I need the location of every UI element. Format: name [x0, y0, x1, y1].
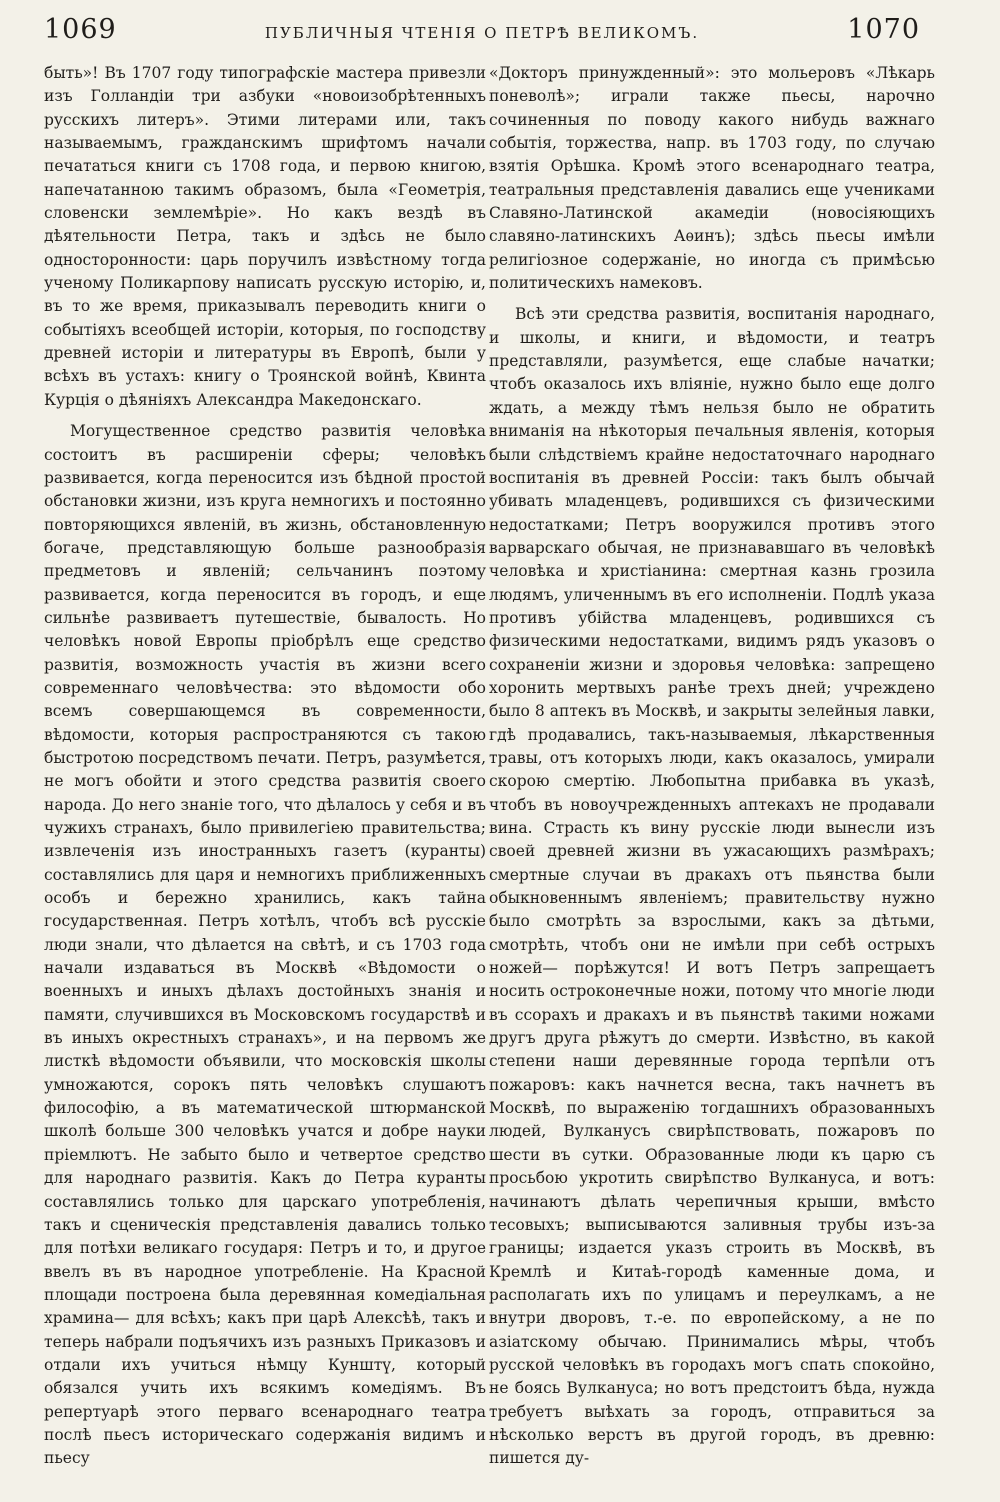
paragraph: Могущественное средство развитія человѣка состоитъ въ расширеніи сферы; человѣкъ развивается, когда переносится изъ бѣдной простой обстановки жизни, изъ круга немногихъ и постоянно повторяющихся явленій, въ жизнь, обстановленную богаче, представляющую больше разнообразія предметовъ и явленій; сельчанинъ поэтому развивается, когда переносится въ городъ, и еще сильнѣе развиваетъ путешествіе, бывалость. Но человѣкъ новой Европы пріобрѣлъ еще средство развитія, возможность участія въ жизни всего современнаго человѣчества: это вѣдомости обо всемъ совершающемся въ современности, вѣдомости, которыя распространяются съ такою быстротою посредствомъ печати. Петръ, разумѣется, не могъ обойти и этого средства развитія своего народа. До него знаніе того, что дѣлалось у себя и въ чужихъ странахъ, было привилегіею правительства; извлеченія изъ иностранныхъ газетъ (куранты) составлялись для царя и немногихъ приближенныхъ особъ и бережно хранились, какъ тайна государственная. Петръ хотѣлъ, чтобъ всѣ русскіе люди знали, что дѣлается на свѣтѣ, и съ 1703 года начали издаваться въ Москвѣ «Вѣдомости о военныхъ и иныхъ дѣлахъ достойныхъ знанія и памяти, случившихся въ Московскомъ государствѣ и въ иныхъ окрестныхъ странахъ», и на первомъ же листкѣ вѣдомости объявили, что московскія школы умножаются, сорокъ пять человѣкъ слушаютъ философію, а въ математической штюрманской школѣ больше 300 человѣкъ учатся и добре науки пріемлютъ. Не забыто было и четвертое средство для народнаго развитія. Какъ до Петра куранты составлялись только для царскаго употребленія, такъ и сценическія представленія давались только для потѣхи великаго государя: Петръ и то, и другое ввелъ въ въ народное употребленіе. На Красной площади построена была деревянная комедіальная храмина— для всѣхъ; какъ при царѣ Алексѣѣ, такъ и теперь набрали подъячихъ изъ разныхъ Приказовъ и отдали ихъ учиться нѣмцу Кунштү, который обязался учить ихъ всякимъ комедіямъ. Въ репертуарѣ этого перваго всенароднаго театра послѣ пьесъ историческаго содержанія видимъ и пьесу [44, 422, 486, 1468]
page-number-left: 1069 [44, 14, 117, 45]
paragraph: быть»! Въ 1707 году типографскіе мастера привезли изъ Голландіи три азбуки «новоизобрѣтенныхъ русскихъ литеръ». Этими литерами или, такъ называемымъ, гражданскимъ шрифтомъ начали печататься книги съ 1708 года, и первою книгою, напечатанною такимъ образомъ, была «Геометрія, словенски землемѣріе». Но какъ вездѣ въ дѣятельности Петра, такъ и здѣсь не было односторонности: царь поручилъ извѣстному тогда ученому Поликарпову написать русскую исторію, и, въ то же время, приказывалъ переводить книги о событіяхъ всеобщей исторіи, которыя, по господству древней исторіи и литературы въ Европѣ, были у всѣхъ въ устахъ: книгу о Троянской войнѣ, Квинта Курція о дѣяніяхъ Александра Македонскаго. [44, 64, 486, 409]
running-title: ПУБЛИЧНЫЯ ЧТЕНІЯ О ПЕТРѢ ВЕЛИКОМЪ. [264, 24, 700, 42]
left-column [44, 62, 486, 1479]
page-number-right: 1070 [847, 14, 920, 45]
page-header [44, 14, 920, 54]
right-column [489, 62, 935, 1479]
paragraph: Всѣ эти средства развитія, воспитанія народнаго, и школы, и книги, и вѣдомости, и театръ представляли, разумѣется, еще слабые начатки; чтобъ оказалось ихъ вліяніе, нужно было еще долго ждать, а между тѣмъ нельзя было не обратить вниманія на нѣкоторыя печальныя явленія, которыя были слѣдствіемъ крайне недостаточнаго народнаго воспитанія въ древней Россіи: такъ былъ обычай убивать младенцевъ, родившихся съ физическими недостатками; Петръ вооружился противъ этого варварскаго обычая, не признававшаго въ человѣкѣ человѣка и христіанина: смертная казнь грозила людямъ, уличеннымъ въ его исполненіи. Подлѣ указа противъ убійства младенцевъ, родившихся съ физическими недостатками, видимъ рядъ указовъ о сохраненіи жизни и здоровья человѣка: запрещено хоронить мертвыхъ ранѣе трехъ дней; учреждено было 8 аптекъ въ Москвѣ, и закрыты зелейныя лавки, гдѣ продавались, такъ-называемыя, лѣкарственныя травы, отъ которыхъ люди, какъ оказалось, умирали скорою смертію. Любопытна прибавка въ указѣ, чтобъ въ новоучрежденныхъ аптекахъ не продавали вина. Страсть къ вину русскіе люди вынесли изъ своей древней жизни въ ужасающихъ размѣрахъ; смертные случаи въ дракахъ отъ пьянства были обыкновеннымъ явленіемъ; правительству нужно было смотрѣть за взрослыми, какъ за дѣтьми, смотрѣть, чтобъ они не имѣли при себѣ острыхъ ножей— порѣжутся! И вотъ Петръ запрещаетъ носить остроконечные ножи, потому что многіе люди въ ссорахъ и дракахъ и въ пьянствѣ такими ножами другъ друга рѣжутъ до смерти. Извѣстно, въ какой степени наши деревянные города терпѣли отъ пожаровъ: какъ начнется весна, такъ начнетъ въ Москвѣ, по выраженію тогдашнихъ образованныхъ людей, Вулканусъ свирѣпствовать, пожаровъ по шести въ сутки. Образованные люди къ царю съ просьбою укротить свирѣпство Вулкануса, и вотъ: начинаютъ дѣлать черепичныя крыши, вмѣсто тесовыхъ; выписываются заливныя трубы изъ-за границы; издается указъ строить въ Москвѣ, въ Кремлѣ и Китаѣ-городѣ каменные дома, и располагать ихъ по улицамъ и переулкамъ, а не внутри дворовъ, т.-е. по европейскому, а не по азіатскому обычаю. Принимались мѣры, чтобъ русской человѣкъ въ городахъ могъ спать спокойно, не боясь Вулкануса; но вотъ предстоитъ бѣда, нужда требуетъ выѣхать за городъ, отправиться за нѣсколько верстъ въ другой городъ, въ древню: пишется ду- [489, 305, 935, 1468]
paragraph: «Докторъ принужденный»: это мольеровъ «Лѣкарь поневолѣ»; играли также пьесы, нарочно сочиненныя по поводу какого нибудь важнаго событія, торжества, напр. въ 1703 году, по случаю взятія Орѣшка. Кромѣ этого всенароднаго театра, театральныя представленія давались еще учениками Славяно-Латинской акамедіи (новосіяющихъ славяно-латинскихъ Аѳинъ); здѣсь пьесы имѣли религіозное содержаніе, но иногда съ примѣсью политическихъ намековъ. [489, 64, 935, 293]
